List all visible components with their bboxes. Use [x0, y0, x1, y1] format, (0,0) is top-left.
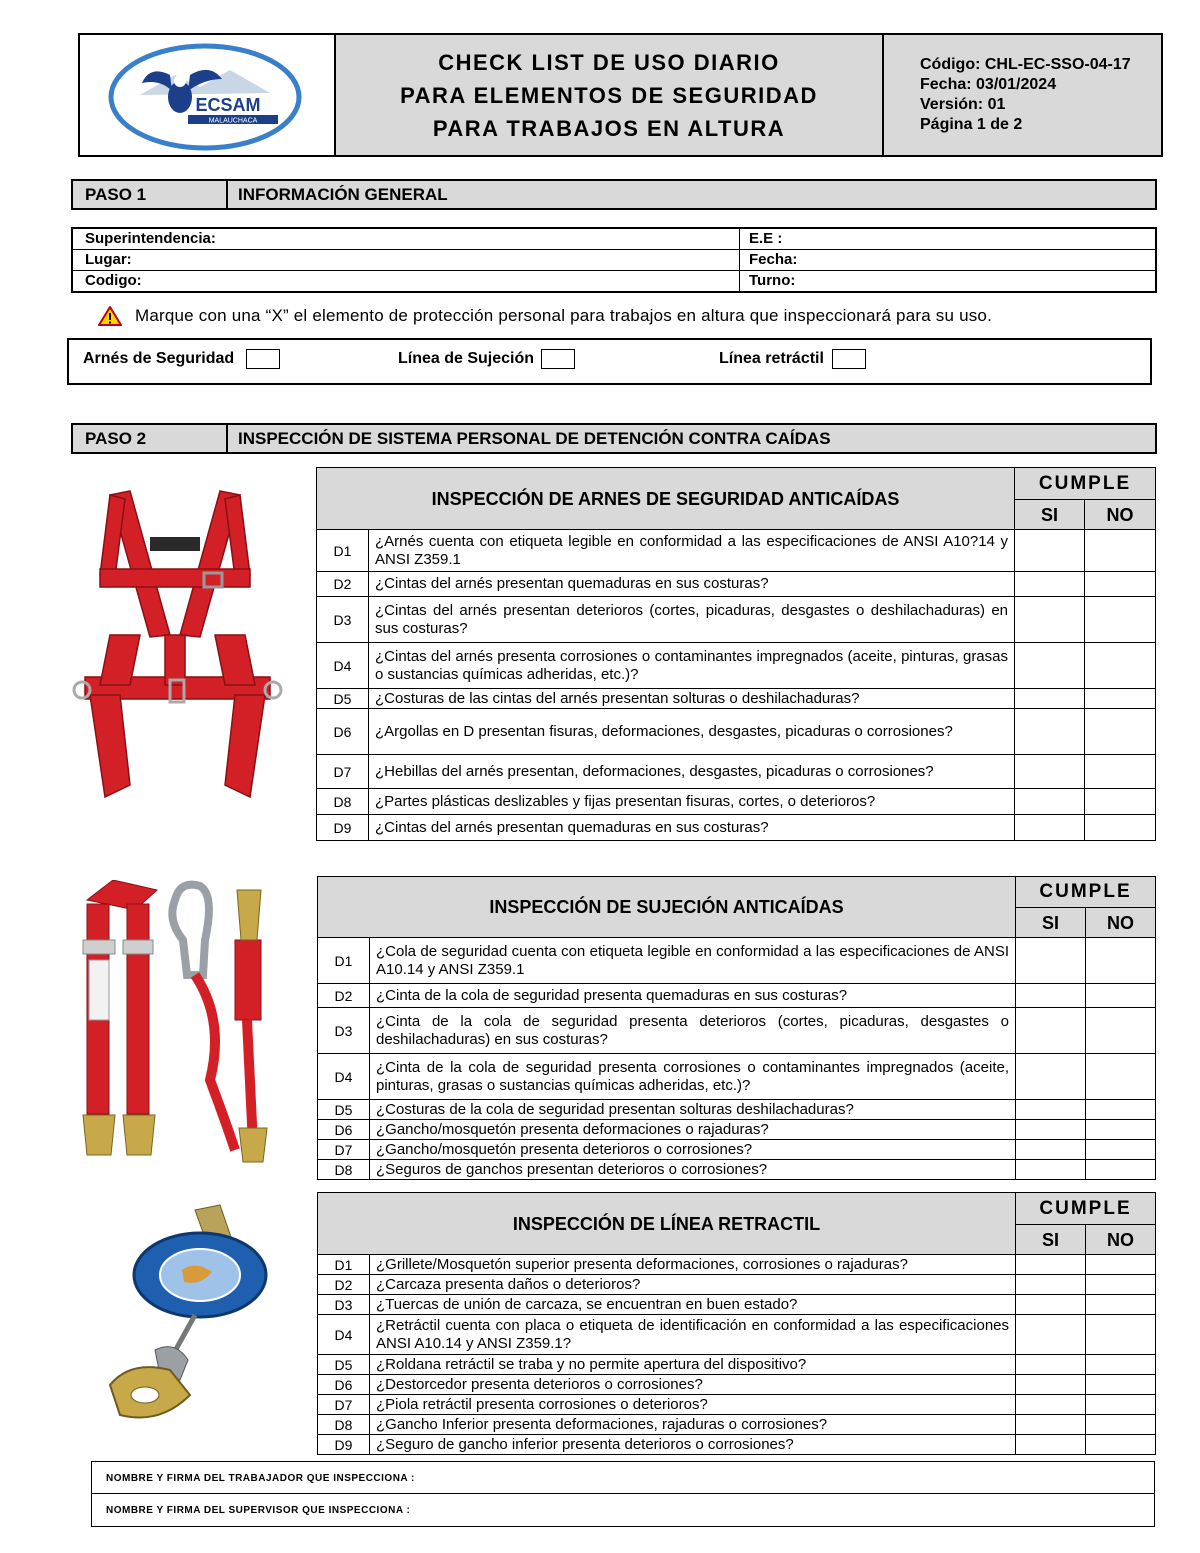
item-code: D3	[318, 1295, 370, 1315]
item-question: ¿Cinta de la cola de seguridad presenta corrosiones o contaminantes impregnados (aceite, pinturas, grasas o sustancias químicas adheridas, etc.)?	[370, 1054, 1016, 1100]
item-code: D9	[317, 815, 369, 841]
info-row	[73, 250, 1155, 271]
cumple-header: CUMPLE	[1016, 1193, 1156, 1225]
item-question: ¿Argollas en D presentan fisuras, deformaciones, desgastes, picaduras o corrosiones?	[369, 709, 1015, 755]
table-row	[317, 597, 1156, 643]
title-line-2: PARA ELEMENTOS DE SEGURIDAD	[400, 82, 818, 108]
item-question: ¿Costuras de las cintas del arnés presentan solturas o deshilachaduras?	[369, 689, 1015, 709]
no-checkbox[interactable]	[1085, 815, 1156, 841]
retractil-image	[100, 1200, 280, 1425]
si-checkbox[interactable]	[1016, 1435, 1086, 1455]
element-retractil-label: Línea retráctil	[719, 350, 824, 367]
table-row	[317, 815, 1156, 841]
no-checkbox[interactable]	[1086, 1315, 1156, 1355]
no-header: NO	[1086, 908, 1156, 938]
item-code: D1	[317, 530, 369, 572]
table-row	[318, 1100, 1156, 1120]
signature-supervisor[interactable]: NOMBRE Y FIRMA DEL SUPERVISOR QUE INSPECCIONA :	[106, 1505, 411, 1516]
element-sujecion-checkbox[interactable]	[541, 349, 575, 369]
no-checkbox[interactable]	[1085, 789, 1156, 815]
field-ee[interactable]: E.E :	[749, 230, 783, 247]
cumple-header: CUMPLE	[1015, 468, 1156, 500]
table-row	[317, 572, 1156, 597]
item-code: D2	[318, 984, 370, 1008]
element-arnes-checkbox[interactable]	[246, 349, 280, 369]
warning-icon	[97, 305, 123, 327]
item-code: D1	[318, 938, 370, 984]
signature-block	[91, 1461, 1155, 1527]
item-question: ¿Cintas del arnés presenta corrosiones o contaminantes impregnados (aceite, pinturas, grasas o sustancias químicas adheridas, etc.)?	[369, 643, 1015, 689]
item-code: D7	[318, 1140, 370, 1160]
retractil-inspection-table	[317, 1192, 1156, 1455]
table-row	[318, 1315, 1156, 1355]
si-checkbox[interactable]	[1016, 1255, 1086, 1275]
si-header: SI	[1015, 500, 1085, 530]
info-row	[73, 229, 1155, 250]
no-checkbox[interactable]	[1085, 755, 1156, 789]
si-checkbox[interactable]	[1015, 572, 1085, 597]
table-row	[318, 1160, 1156, 1180]
item-question: ¿Hebillas del arnés presentan, deformaciones, desgastes, picaduras o corrosiones?	[369, 755, 1015, 789]
info-row	[73, 271, 1155, 292]
item-question: ¿Carcaza presenta daños o deterioros?	[370, 1275, 1016, 1295]
retractil-table-title: INSPECCIÓN DE LÍNEA RETRACTIL	[318, 1193, 1016, 1255]
element-selector	[67, 338, 1152, 385]
no-checkbox[interactable]	[1085, 597, 1156, 643]
table-row	[318, 938, 1156, 984]
logo-text: ECSAM	[195, 95, 261, 115]
element-arnes-label: Arnés de Seguridad	[83, 350, 235, 367]
si-checkbox[interactable]	[1016, 984, 1086, 1008]
no-checkbox[interactable]	[1086, 1160, 1156, 1180]
no-header: NO	[1086, 1225, 1156, 1255]
si-header: SI	[1016, 908, 1086, 938]
no-checkbox[interactable]	[1086, 984, 1156, 1008]
no-checkbox[interactable]	[1086, 1140, 1156, 1160]
title-line-3: PARA TRABAJOS EN ALTURA	[432, 115, 786, 141]
arnes-table-title: INSPECCIÓN DE ARNES DE SEGURIDAD ANTICAÍDAS	[317, 468, 1015, 530]
table-row	[318, 1435, 1156, 1455]
no-checkbox[interactable]	[1086, 1275, 1156, 1295]
item-code: D2	[318, 1275, 370, 1295]
field-superintendencia[interactable]: Superintendencia:	[73, 229, 740, 249]
si-checkbox[interactable]	[1015, 643, 1085, 689]
doc-page: Página 1 de 2	[920, 116, 1023, 133]
item-question: ¿Seguros de ganchos presentan deterioros o corrosiones?	[370, 1160, 1016, 1180]
table-row	[318, 1120, 1156, 1140]
element-arnes	[83, 349, 280, 369]
table-row	[318, 1395, 1156, 1415]
sujecion-table-title: INSPECCIÓN DE SUJECIÓN ANTICAÍDAS	[318, 877, 1016, 938]
paso1-header	[71, 179, 1157, 210]
item-code: D3	[317, 597, 369, 643]
table-row	[317, 689, 1156, 709]
no-checkbox[interactable]	[1086, 1435, 1156, 1455]
field-fecha[interactable]: Fecha:	[749, 251, 798, 268]
si-checkbox[interactable]	[1016, 1275, 1086, 1295]
no-checkbox[interactable]	[1086, 1375, 1156, 1395]
si-checkbox[interactable]	[1016, 1295, 1086, 1315]
paso1-title: INFORMACIÓN GENERAL	[238, 185, 448, 204]
item-question: ¿Cintas del arnés presentan deterioros (cortes, picaduras, desgastes o deshilachaduras) en sus costuras?	[369, 597, 1015, 643]
field-turno[interactable]: Turno:	[749, 272, 796, 289]
item-question: ¿Gancho/mosquetón presenta deformaciones o rajaduras?	[370, 1120, 1016, 1140]
no-header: NO	[1085, 500, 1156, 530]
item-code: D7	[318, 1395, 370, 1415]
table-row	[318, 1375, 1156, 1395]
si-checkbox[interactable]	[1015, 789, 1085, 815]
table-row	[317, 530, 1156, 572]
no-checkbox[interactable]	[1085, 530, 1156, 572]
table-row	[318, 1415, 1156, 1435]
instruction-text: Marque con una “X” el elemento de protección personal para trabajos en altura que inspeccionará para su uso.	[135, 306, 992, 325]
element-sujecion	[398, 349, 575, 369]
item-question: ¿Partes plásticas deslizables y fijas presentan fisuras, cortes, o deterioros?	[369, 789, 1015, 815]
company-logo	[80, 35, 334, 155]
no-checkbox[interactable]	[1085, 643, 1156, 689]
table-row	[317, 789, 1156, 815]
item-code: D7	[317, 755, 369, 789]
item-code: D4	[318, 1054, 370, 1100]
item-code: D2	[317, 572, 369, 597]
table-row	[317, 643, 1156, 689]
si-checkbox[interactable]	[1015, 689, 1085, 709]
item-question: ¿Seguro de gancho inferior presenta deterioros o corrosiones?	[370, 1435, 1016, 1455]
si-checkbox[interactable]	[1016, 1375, 1086, 1395]
no-checkbox[interactable]	[1086, 1355, 1156, 1375]
si-checkbox[interactable]	[1015, 709, 1085, 755]
si-checkbox[interactable]	[1015, 597, 1085, 643]
item-code: D5	[317, 689, 369, 709]
document-meta	[884, 35, 1161, 155]
no-checkbox[interactable]	[1086, 938, 1156, 984]
logo-subtext: MALAUCHACA	[208, 117, 258, 125]
item-question: ¿Gancho/mosquetón presenta deterioros o corrosiones?	[370, 1140, 1016, 1160]
item-question: ¿Destorcedor presenta deterioros o corrosiones?	[370, 1375, 1016, 1395]
element-retractil-checkbox[interactable]	[832, 349, 866, 369]
si-checkbox[interactable]	[1016, 1315, 1086, 1355]
logo-cell	[80, 35, 336, 155]
title-line-1: CHECK LIST DE USO DIARIO	[438, 49, 780, 75]
paso2-title: INSPECCIÓN DE SISTEMA PERSONAL DE DETENCIÓN CONTRA CAÍDAS	[238, 429, 831, 448]
no-checkbox[interactable]	[1086, 1054, 1156, 1100]
signature-worker[interactable]: NOMBRE Y FIRMA DEL TRABAJADOR QUE INSPECCIONA :	[92, 1462, 1154, 1494]
table-row	[318, 1255, 1156, 1275]
harness-image	[70, 485, 285, 815]
no-checkbox[interactable]	[1086, 1295, 1156, 1315]
general-info-table	[71, 227, 1157, 293]
no-checkbox[interactable]	[1086, 1415, 1156, 1435]
item-code: D1	[318, 1255, 370, 1275]
si-checkbox[interactable]	[1015, 530, 1085, 572]
table-row	[318, 1008, 1156, 1054]
doc-date: Fecha: 03/01/2024	[920, 76, 1057, 93]
item-question: ¿Roldana retráctil se traba y no permite apertura del dispositivo?	[370, 1355, 1016, 1375]
si-checkbox[interactable]	[1016, 1008, 1086, 1054]
item-question: ¿Grillete/Mosquetón superior presenta deformaciones, corrosiones o rajaduras?	[370, 1255, 1016, 1275]
item-question: ¿Retráctil cuenta con placa o etiqueta de identificación en conformidad a las especificaciones ANSI A10.14 y ANSI Z359.1?	[370, 1315, 1016, 1355]
document-header	[78, 33, 1163, 157]
si-checkbox[interactable]	[1016, 938, 1086, 984]
item-code: D4	[318, 1315, 370, 1355]
instruction	[97, 305, 992, 327]
paso1-number: PASO 1	[73, 181, 228, 208]
item-question: ¿Cinta de la cola de seguridad presenta deterioros (cortes, picaduras, desgastes o deshilachaduras) en sus costuras?	[370, 1008, 1016, 1054]
item-code: D5	[318, 1100, 370, 1120]
si-checkbox[interactable]	[1016, 1140, 1086, 1160]
item-code: D8	[317, 789, 369, 815]
item-question: ¿Arnés cuenta con etiqueta legible en conformidad a las especificaciones de ANSI A10?14 y ANSI Z359.1	[369, 530, 1015, 572]
table-row	[317, 755, 1156, 789]
item-question: ¿Cintas del arnés presentan quemaduras en sus costuras?	[369, 815, 1015, 841]
si-checkbox[interactable]	[1016, 1395, 1086, 1415]
item-code: D5	[318, 1355, 370, 1375]
item-code: D8	[318, 1415, 370, 1435]
item-code: D9	[318, 1435, 370, 1455]
item-question: ¿Piola retráctil presenta corrosiones o deterioros?	[370, 1395, 1016, 1415]
table-row	[318, 984, 1156, 1008]
no-checkbox[interactable]	[1086, 1008, 1156, 1054]
item-code: D3	[318, 1008, 370, 1054]
no-checkbox[interactable]	[1085, 572, 1156, 597]
table-row	[317, 709, 1156, 755]
no-checkbox[interactable]	[1086, 1255, 1156, 1275]
item-code: D8	[318, 1160, 370, 1180]
document-title	[336, 35, 884, 155]
item-code: D6	[318, 1120, 370, 1140]
item-question: ¿Cola de seguridad cuenta con etiqueta legible en conformidad a las especificaciones de ANSI A10.14 y ANSI Z359.1	[370, 938, 1016, 984]
item-code: D4	[317, 643, 369, 689]
si-checkbox[interactable]	[1016, 1100, 1086, 1120]
si-checkbox[interactable]	[1015, 755, 1085, 789]
item-code: D6	[317, 709, 369, 755]
table-row	[318, 1355, 1156, 1375]
no-checkbox[interactable]	[1085, 689, 1156, 709]
paso2-number: PASO 2	[73, 425, 228, 452]
si-checkbox[interactable]	[1016, 1160, 1086, 1180]
table-row	[318, 1054, 1156, 1100]
doc-code: Código: CHL-EC-SSO-04-17	[920, 56, 1131, 73]
no-checkbox[interactable]	[1086, 1395, 1156, 1415]
si-checkbox[interactable]	[1015, 815, 1085, 841]
field-lugar[interactable]: Lugar:	[73, 250, 740, 270]
field-codigo[interactable]: Codigo:	[73, 271, 740, 292]
arnes-inspection-table	[316, 467, 1156, 841]
element-sujecion-label: Línea de Sujeción	[398, 350, 535, 367]
cumple-header: CUMPLE	[1016, 877, 1156, 908]
si-checkbox[interactable]	[1016, 1355, 1086, 1375]
si-checkbox[interactable]	[1016, 1054, 1086, 1100]
si-checkbox[interactable]	[1016, 1120, 1086, 1140]
table-row	[318, 1140, 1156, 1160]
paso2-header	[71, 423, 1157, 454]
item-question: ¿Tuercas de unión de carcaza, se encuentran en buen estado?	[370, 1295, 1016, 1315]
no-checkbox[interactable]	[1085, 709, 1156, 755]
item-question: ¿Gancho Inferior presenta deformaciones, rajaduras o corrosiones?	[370, 1415, 1016, 1435]
sujecion-inspection-table	[317, 876, 1156, 1180]
no-checkbox[interactable]	[1086, 1100, 1156, 1120]
table-row	[318, 1295, 1156, 1315]
table-row	[318, 1275, 1156, 1295]
si-header: SI	[1016, 1225, 1086, 1255]
no-checkbox[interactable]	[1086, 1120, 1156, 1140]
lanyard-image	[75, 880, 275, 1165]
si-checkbox[interactable]	[1016, 1415, 1086, 1435]
item-question: ¿Costuras de la cola de seguridad presentan solturas deshilachaduras?	[370, 1100, 1016, 1120]
item-question: ¿Cinta de la cola de seguridad presenta quemaduras en sus costuras?	[370, 984, 1016, 1008]
doc-version: Versión: 01	[920, 96, 1006, 113]
element-retractil	[719, 349, 866, 369]
item-question: ¿Cintas del arnés presentan quemaduras en sus costuras?	[369, 572, 1015, 597]
item-code: D6	[318, 1375, 370, 1395]
